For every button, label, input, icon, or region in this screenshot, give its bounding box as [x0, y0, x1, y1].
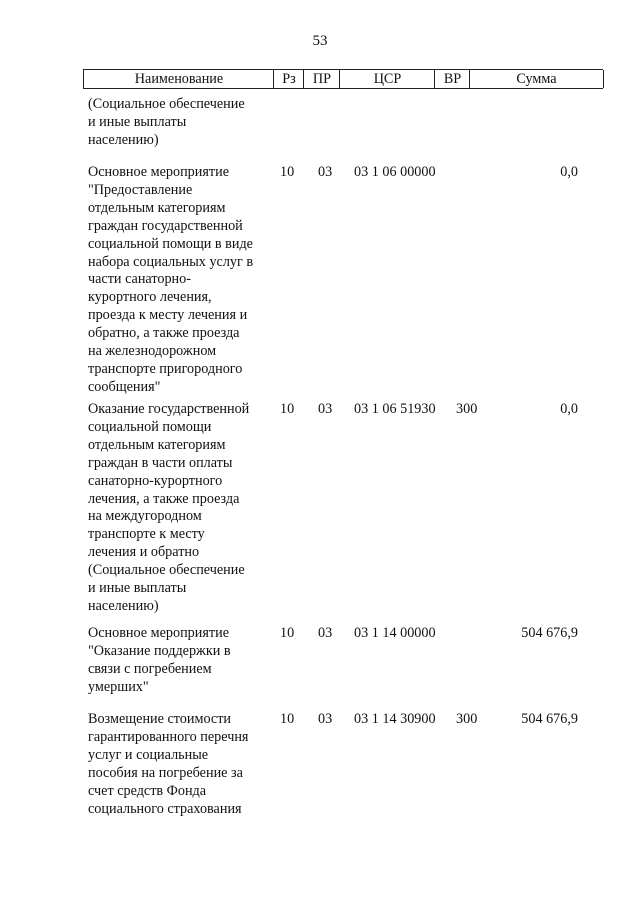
row-pr: 03	[318, 625, 333, 641]
row-name-line: граждан государственной	[88, 217, 243, 234]
row-pr: 03	[318, 711, 333, 727]
row-name	[88, 164, 268, 397]
row-pr: 03	[318, 401, 333, 417]
row-rz: 10	[280, 711, 295, 727]
row-name-line: связи с погребением	[88, 660, 212, 677]
row-name-line: "Оказание поддержки в	[88, 642, 231, 659]
row-vr: 300	[456, 711, 478, 727]
row-name	[88, 401, 268, 616]
row-name-line: социальной помощи	[88, 418, 212, 435]
row-name	[88, 96, 268, 150]
row-name-line: "Предоставление	[88, 181, 193, 198]
row-name-line: Возмещение стоимости	[88, 711, 231, 727]
row-name-line: умерших"	[88, 678, 149, 695]
row-name-line: транспорте к месту	[88, 526, 205, 543]
row-name-line: и иные выплаты	[88, 113, 187, 130]
row-csr: 03 1 14 00000	[354, 625, 436, 641]
row-name-line: сообщения"	[88, 378, 161, 395]
row-name-line: курортного лечения,	[88, 289, 212, 306]
row-pr: 03	[318, 164, 333, 180]
row-name-line: отдельным категориям	[88, 199, 226, 216]
row-name-line: гарантированного перечня	[88, 728, 249, 745]
row-name-line: (Социальное обеспечение	[88, 96, 245, 112]
row-name-line: граждан в части оплаты	[88, 454, 233, 471]
header-name: Наименование	[83, 70, 274, 88]
header-rz: Рз	[273, 70, 304, 88]
header-pr: ПР	[303, 70, 340, 88]
row-name-line: набора социальных услуг в	[88, 253, 254, 270]
row-csr: 03 1 06 00000	[354, 164, 436, 180]
row-name-line: лечения, а также проезда	[88, 490, 240, 507]
row-name-line: социальной помощи в виде	[88, 235, 253, 252]
row-name-line: Оказание государственной	[88, 401, 250, 417]
row-name-line: Основное мероприятие	[88, 625, 229, 641]
row-sum: 0,0	[560, 401, 578, 417]
row-name-line: услуг и социальные	[88, 746, 209, 763]
row-vr: 300	[456, 401, 478, 417]
row-name-line: пособия на погребение за	[88, 764, 243, 781]
row-name-line: социального страхования	[88, 800, 242, 817]
row-name-line: на междугородном	[88, 508, 202, 525]
row-name-line: лечения и обратно	[88, 544, 200, 561]
row-name-line: обратно, а также проезда	[88, 325, 240, 342]
row-name-line: проезда к месту лечения и	[88, 307, 248, 324]
header-csr: ЦСР	[339, 70, 435, 88]
row-name-line: Основное мероприятие	[88, 164, 229, 180]
row-csr: 03 1 14 30900	[354, 711, 436, 727]
row-sum: 504 676,9	[521, 625, 578, 641]
row-name	[88, 711, 268, 818]
table-header	[83, 69, 603, 89]
row-csr: 03 1 06 51930	[354, 401, 436, 417]
row-name-line: санаторно-курортного	[88, 472, 223, 489]
row-name-line: населению)	[88, 131, 159, 148]
row-name-line: счет средств Фонда	[88, 782, 207, 799]
row-name	[88, 625, 268, 697]
row-rz: 10	[280, 625, 295, 641]
header-sum: Сумма	[469, 70, 604, 88]
row-name-line: (Социальное обеспечение	[88, 562, 245, 579]
row-name-line: и иные выплаты	[88, 580, 187, 597]
row-name-line: отдельным категориям	[88, 436, 226, 453]
row-rz: 10	[280, 401, 295, 417]
row-sum: 0,0	[560, 164, 578, 180]
row-rz: 10	[280, 164, 295, 180]
row-name-line: части санаторно-	[88, 271, 191, 288]
row-name-line: населению)	[88, 597, 159, 614]
page-number: 53	[312, 33, 328, 49]
row-name-line: транспорте пригородного	[88, 360, 243, 377]
row-sum: 504 676,9	[521, 711, 578, 727]
row-name-line: на железнодорожном	[88, 343, 217, 360]
header-vr: ВР	[434, 70, 470, 88]
